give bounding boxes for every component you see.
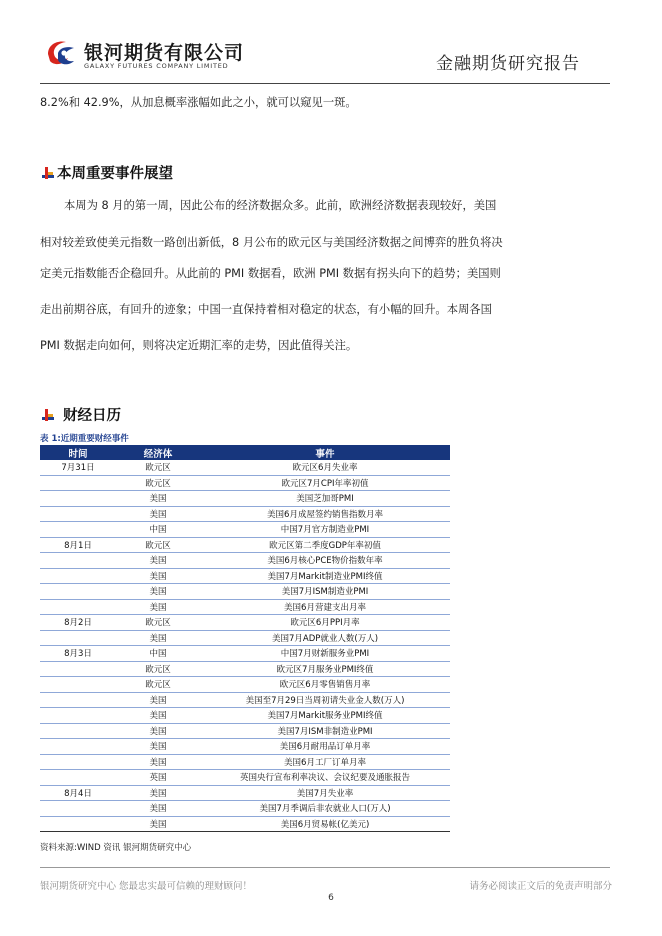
table-row [40, 754, 450, 770]
paragraph-line: PMI 数据走向如何，则将决定近期汇率的走势，因此值得关注。 [40, 339, 358, 352]
table-header-row [40, 445, 450, 460]
table-row [40, 584, 450, 600]
cell-economy: 欧元区 [145, 680, 171, 691]
cell-economy: 美国 [149, 587, 167, 598]
cell-event: 欧元区6月失业率 [292, 463, 358, 474]
cell-time [40, 599, 116, 615]
cell-time [40, 754, 116, 770]
table-row [40, 646, 450, 662]
cell-economy: 美国 [149, 757, 167, 768]
cell-event: 中国7月财新服务业PMI [280, 649, 370, 660]
galaxy-logo-icon [44, 38, 80, 68]
footer-disclaimer-note: 请务必阅读正文后的免责声明部分 [469, 881, 612, 892]
cell-event: 中国7月官方制造业PMI [280, 525, 370, 536]
cell-economy: 欧元区 [145, 478, 171, 489]
cell-event: 欧元区7月CPI年率初值 [281, 478, 369, 489]
footer-divider [40, 867, 610, 868]
cell-economy: 美国 [149, 742, 167, 753]
company-name-en: GALAXY FUTURES COMPANY LIMITED [84, 62, 229, 70]
cell-economy: 美国 [149, 556, 167, 567]
table-row [40, 677, 450, 693]
table-row [40, 630, 450, 646]
cell-economy: 中国 [149, 525, 167, 536]
cell-event: 美国6月耐用品订单月率 [279, 742, 371, 753]
page-header [0, 0, 662, 84]
cell-economy: 美国 [149, 819, 167, 830]
cell-time: 8月2日 [64, 618, 92, 629]
table-row [40, 816, 450, 832]
table-row [40, 599, 450, 615]
section-title-text: 本周重要事件展望 [57, 166, 173, 182]
cell-event: 美国6月核心PCE物价指数年率 [267, 556, 383, 567]
table-row [40, 491, 450, 507]
table-row [40, 708, 450, 724]
column-header-economy: 经济体 [116, 445, 200, 460]
report-title: 金融期货研究报告 [436, 54, 580, 74]
page-number: 6 [328, 893, 334, 903]
cell-time [40, 584, 116, 600]
table-row [40, 537, 450, 553]
cell-economy: 美国 [149, 788, 167, 799]
cell-time [40, 506, 116, 522]
cell-time [40, 475, 116, 491]
cell-event: 美国7月季调后非农就业人口(万人) [259, 804, 391, 815]
intro-line: 8.2%和 42.9%，从加息概率涨幅如此之小，就可以窥见一斑。 [40, 96, 357, 109]
cell-economy: 美国 [149, 494, 167, 505]
cell-event: 美国6月营建支出月率 [284, 602, 366, 613]
cell-economy: 中国 [149, 649, 167, 660]
cell-time [40, 801, 116, 817]
cell-economy: 美国 [149, 509, 167, 520]
cell-event: 美国6月贸易帐(亿美元) [280, 819, 370, 830]
table-row [40, 661, 450, 677]
cell-time [40, 677, 116, 693]
cell-time [40, 692, 116, 708]
cell-time: 7月31日 [61, 463, 95, 474]
cell-economy: 英国 [149, 773, 167, 784]
table-row [40, 770, 450, 786]
cell-economy: 欧元区 [145, 618, 171, 629]
cell-time [40, 816, 116, 832]
section-title-text: 财经日历 [63, 408, 121, 424]
section-title-weekly-events [42, 162, 173, 183]
cell-event: 美国7月ADP就业人数(万人) [271, 633, 379, 644]
cell-economy: 美国 [149, 726, 167, 737]
cell-economy: 美国 [149, 633, 167, 644]
cell-time: 8月1日 [64, 540, 92, 551]
cell-time [40, 661, 116, 677]
section-title-calendar [42, 404, 121, 425]
cell-time [40, 723, 116, 739]
paragraph-line: 走出前期谷底，有回升的迹象；中国一直保持着相对稳定的状态，有小幅的回升。本周各国 [40, 303, 492, 316]
cell-event: 欧元区7月服务业PMI终值 [276, 664, 374, 675]
column-header-time: 时间 [40, 445, 116, 460]
cell-time [40, 739, 116, 755]
cell-economy: 美国 [149, 602, 167, 613]
table-row [40, 692, 450, 708]
column-header-event: 事件 [200, 445, 450, 460]
table-row [40, 460, 450, 475]
cell-event: 美国7月失业率 [296, 788, 354, 799]
table-caption: 表 1:近期重要财经事件 [40, 434, 129, 444]
cell-economy: 欧元区 [145, 664, 171, 675]
cell-time [40, 568, 116, 584]
cell-time [40, 491, 116, 507]
cell-event: 美国7月ISM非制造业PMI [277, 726, 373, 737]
table-row [40, 475, 450, 491]
cell-event: 美国6月工厂订单月率 [284, 757, 366, 768]
table-row [40, 522, 450, 538]
cell-economy: 美国 [149, 695, 167, 706]
cell-event: 欧元区6月PPI月率 [290, 618, 360, 629]
paragraph-line: 本周为 8 月的第一周，因此公布的经济数据众多。此前，欧洲经济数据表现较好，美国 [64, 199, 497, 212]
footer-slogan: 银河期货研究中心 您最忠实最可信赖的理财顾问！ [40, 881, 253, 892]
header-divider [40, 83, 610, 84]
source-note: 资料来源:WIND 资讯 银河期货研究中心 [40, 843, 192, 853]
cell-event: 英国央行宣布利率决议、会议纪要及通胀报告 [239, 773, 410, 784]
cell-event: 美国芝加哥PMI [296, 494, 354, 505]
cell-time [40, 522, 116, 538]
cell-time [40, 708, 116, 724]
section-bullet-icon [42, 167, 54, 179]
cell-economy: 美国 [149, 711, 167, 722]
cell-time [40, 770, 116, 786]
cell-event: 欧元区第二季度GDP年率初值 [269, 540, 381, 551]
table-row [40, 568, 450, 584]
cell-time [40, 553, 116, 569]
paragraph-line: 相对较差致使美元指数一路创出新低，8 月公布的欧元区与美国经济数据之间博弈的胜负将决 [40, 236, 503, 249]
table-row [40, 506, 450, 522]
cell-time: 8月4日 [64, 788, 92, 799]
cell-event: 美国至7月29日当周初请失业金人数(万人) [245, 695, 405, 706]
cell-time: 8月3日 [64, 649, 92, 660]
economic-calendar-table [40, 445, 450, 832]
table-row [40, 801, 450, 817]
cell-economy: 美国 [149, 804, 167, 815]
cell-event: 美国7月Markit服务业PMI终值 [267, 711, 383, 722]
paragraph-line: 定美元指数能否企稳回升。从此前的 PMI 数据看，欧洲 PMI 数据有拐头向下的趋势；美国则 [40, 267, 501, 280]
table-row [40, 739, 450, 755]
cell-event: 欧元区6月零售销售月率 [279, 680, 371, 691]
table-row [40, 615, 450, 631]
cell-economy: 美国 [149, 571, 167, 582]
section-bullet-icon [42, 409, 54, 421]
table-row [40, 785, 450, 801]
cell-event: 美国6月成屋签约销售指数月率 [267, 509, 383, 520]
cell-time [40, 630, 116, 646]
table-body [40, 460, 450, 832]
table-row [40, 723, 450, 739]
cell-economy: 欧元区 [145, 540, 171, 551]
cell-economy: 欧元区 [145, 463, 171, 474]
cell-event: 美国7月Markit制造业PMI终值 [267, 571, 383, 582]
company-name-cn: 银河期货有限公司 [84, 42, 245, 64]
table-row [40, 553, 450, 569]
cell-event: 美国7月ISM制造业PMI [281, 587, 369, 598]
